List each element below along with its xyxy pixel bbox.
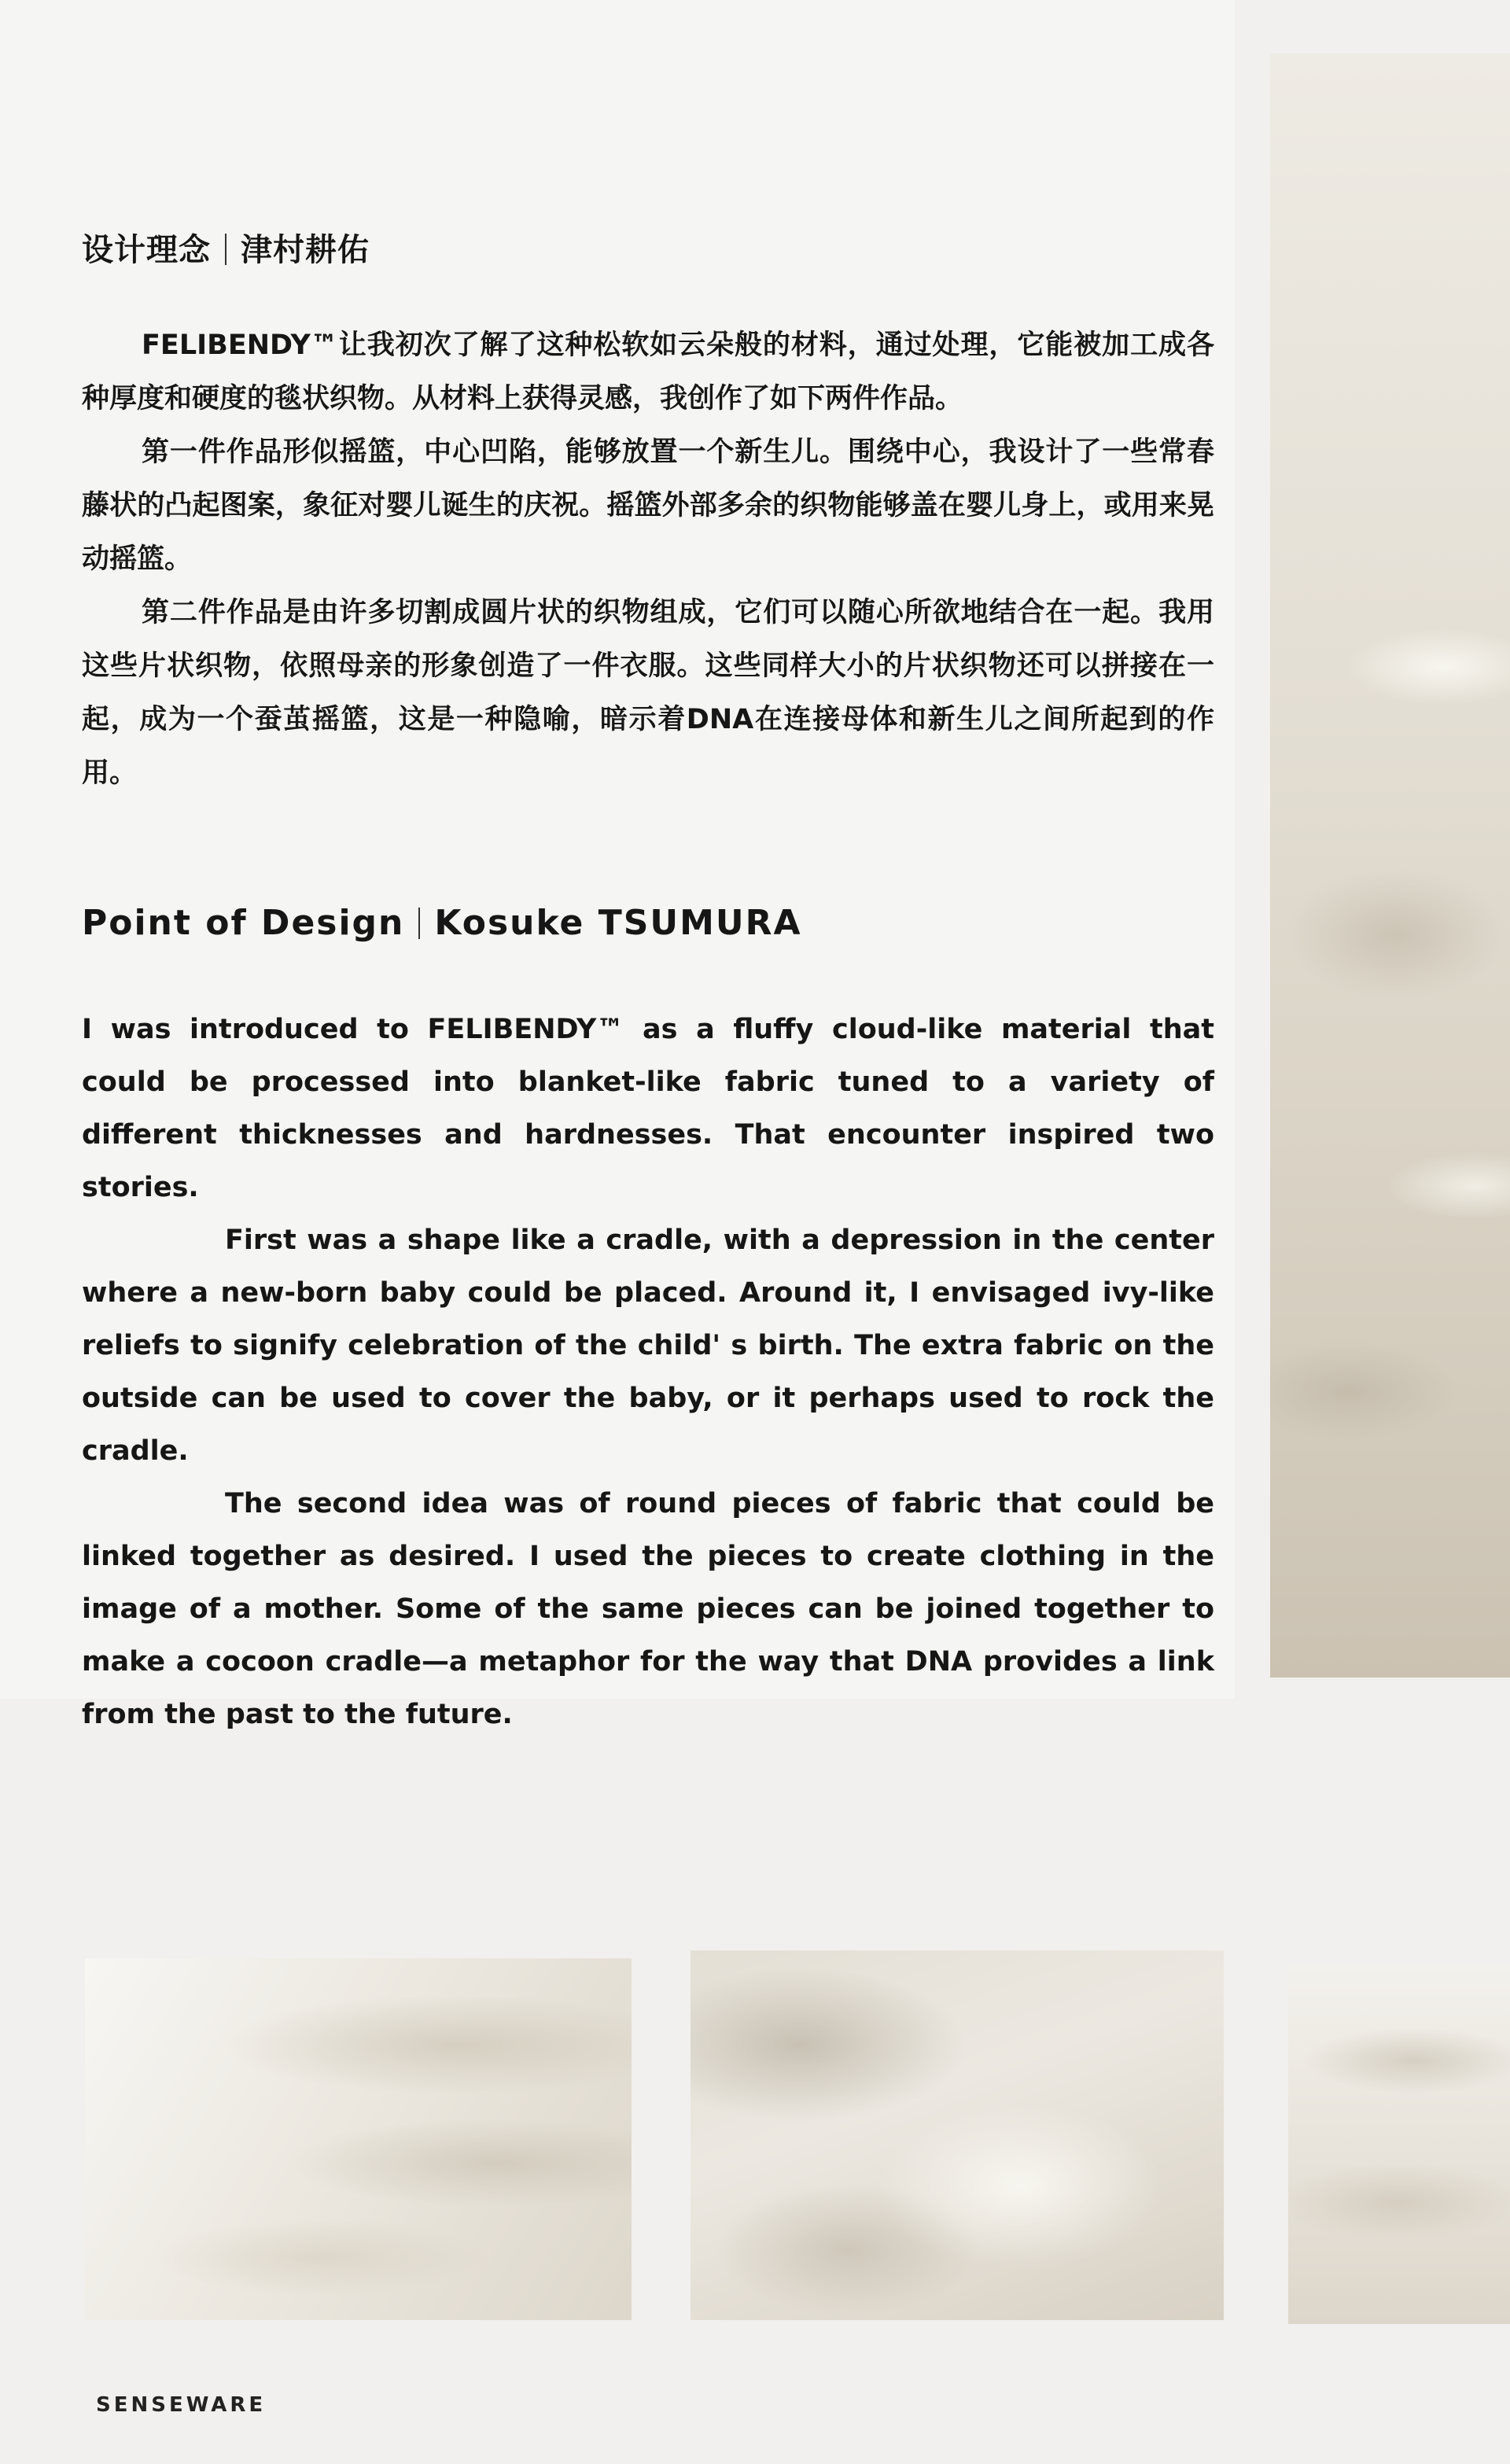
paragraph-en-2: First was a shape like a cradle, with a depression in the center where a new-born baby could be placed. Around it, I envisaged ivy-like reliefs to signify celebration of the child' s birth. The extra fabric on the outside can be used to cover the baby, or it perhaps used to rock the cradle. — [82, 1225, 1214, 1467]
heading-english-author: Kosuke TSUMURA — [434, 903, 802, 943]
footer-brand: SENSEWARE — [96, 2393, 267, 2417]
body-chinese — [82, 319, 1214, 800]
fabric-photo-bottom-left — [85, 1958, 632, 2320]
body-english — [82, 1004, 1214, 1741]
paragraph-zh-3: 第二件作品是由许多切割成圆片状的织物组成，它们可以随心所欲地结合在一起。我用这些片状织物，依照母亲的形象创造了一件衣服。这些同样大小的片状织物还可以拼接在一起，成为一个蚕茧摇篮，这是一种隐喻，暗示着DNA在连接母体和新生儿之间所起到的作用。 — [82, 597, 1214, 789]
paragraph-en-1: I was introduced to FELIBENDY™ as a fluffy cloud-like material that could be processed into blanket-like fabric tuned to a variety of different thicknesses and hardnesses. That encounter inspired two stories. — [82, 1014, 1214, 1203]
heading-chinese-title: 设计理念 — [82, 232, 211, 268]
heading-english-title: Point of Design — [82, 903, 405, 943]
heading-chinese-author: 津村耕佑 — [241, 232, 370, 268]
fabric-photo-bottom-right — [1288, 1966, 1510, 2324]
paragraph-zh-1: FELIBENDY™让我初次了解了这种松软如云朵般的材料，通过处理，它能被加工成各种厚度和硬度的毯状织物。从材料上获得灵感，我创作了如下两件作品。 — [82, 330, 1214, 414]
heading-separator — [418, 908, 420, 939]
paragraph-en-3: The second idea was of round pieces of fabric that could be linked together as desired. I used the pieces to create clothing in the image of a mother. Some of the same pieces can be joined together to make a cocoon cradle—a metaphor for the way that DNA provides a link from the past to the future. — [82, 1488, 1214, 1730]
heading-chinese — [82, 225, 370, 270]
heading-separator — [225, 234, 226, 265]
fabric-photo-bottom-middle — [691, 1950, 1224, 2320]
paragraph-zh-2: 第一件作品形似摇篮，中心凹陷，能够放置一个新生儿。围绕中心，我设计了一些常春藤状的凸起图案，象征对婴儿诞生的庆祝。摇篮外部多余的织物能够盖在婴儿身上，或用来晃动摇篮。 — [82, 436, 1214, 575]
fabric-photo-right — [1270, 53, 1510, 1678]
heading-english — [82, 903, 802, 943]
